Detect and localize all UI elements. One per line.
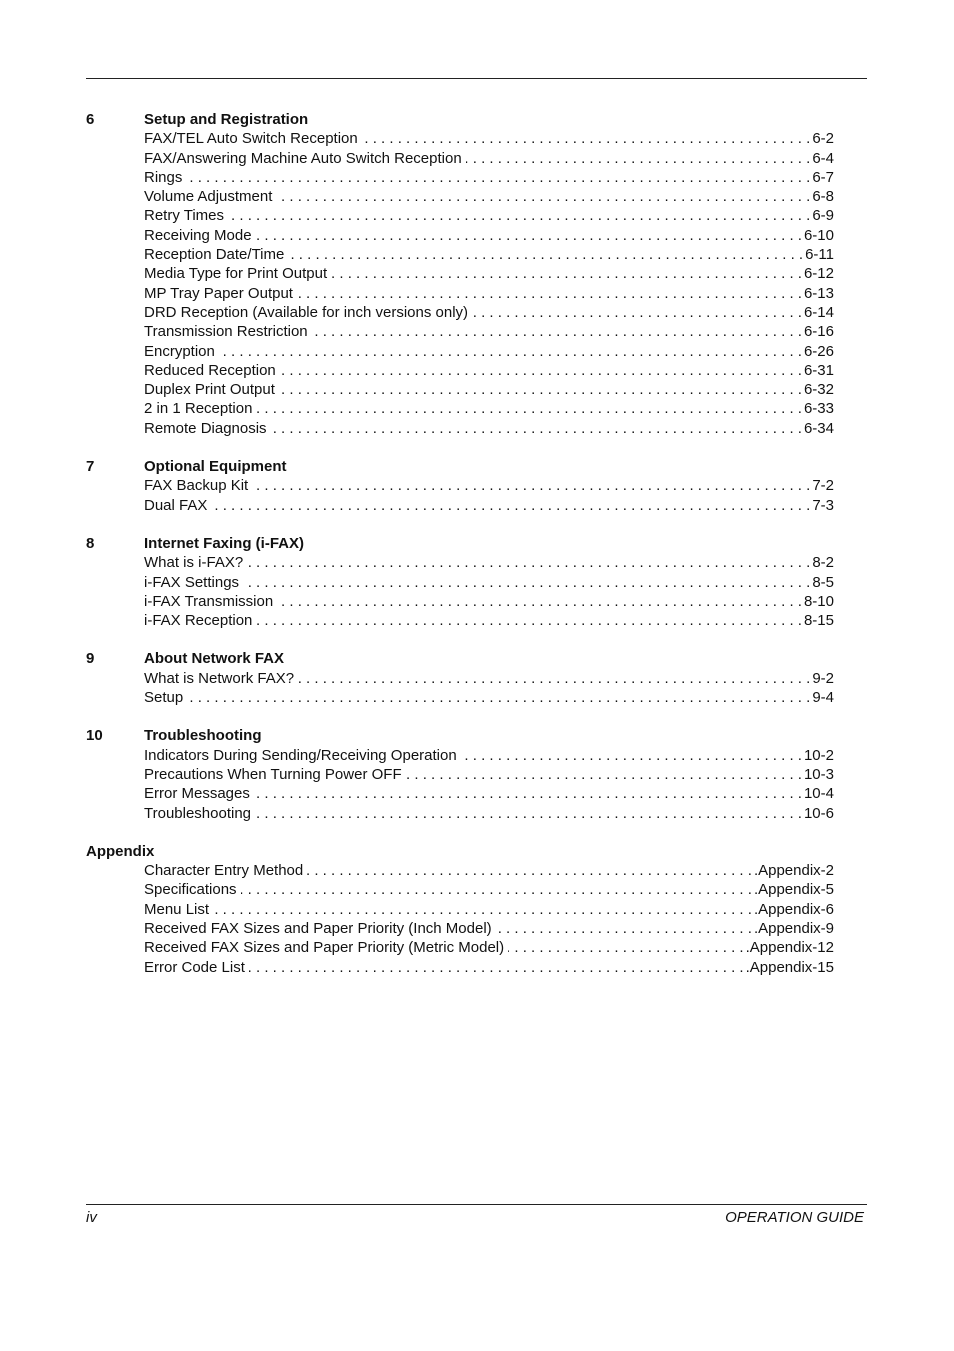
chapter-heading[interactable] xyxy=(86,842,834,861)
entry-page-number: 8-15 xyxy=(803,612,834,630)
entry-page-number: 6-8 xyxy=(812,188,834,206)
entry-title: Received FAX Sizes and Paper Priority (Inch Model) xyxy=(144,919,492,937)
footer-doc-title: OPERATION GUIDE xyxy=(725,1209,864,1226)
chapter-heading[interactable] xyxy=(86,726,834,745)
dot-leader xyxy=(461,746,802,765)
toc-entry[interactable] xyxy=(144,496,834,515)
toc-entry[interactable] xyxy=(144,303,834,322)
entry-page-number: 7-2 xyxy=(812,477,834,495)
entry-page-number: 10-2 xyxy=(803,746,834,764)
toc-chapter xyxy=(86,649,834,707)
entry-page-number: 6-13 xyxy=(803,284,834,302)
toc-entry[interactable] xyxy=(144,804,834,823)
toc-entry[interactable] xyxy=(144,746,834,765)
entry-title: Media Type for Print Output xyxy=(144,265,328,283)
dot-leader xyxy=(307,861,752,880)
toc-entry[interactable] xyxy=(144,264,834,283)
toc-entry[interactable] xyxy=(144,149,834,168)
chapter-heading[interactable] xyxy=(86,110,834,129)
toc-entry[interactable] xyxy=(144,688,834,707)
entry-title: Indicators During Sending/Receiving Operation xyxy=(144,746,457,764)
dot-leader xyxy=(187,688,810,707)
footer-page-number: iv xyxy=(86,1209,97,1226)
entry-title: What is i-FAX? xyxy=(144,554,244,572)
toc-entry[interactable] xyxy=(144,399,834,418)
dot-leader xyxy=(211,496,810,515)
entry-page-number: 8-10 xyxy=(803,592,834,610)
dot-leader xyxy=(496,919,752,938)
entry-page-number: 10-3 xyxy=(803,765,834,783)
entry-page-number: .Appendix-12 xyxy=(745,939,834,957)
chapter-heading[interactable] xyxy=(86,457,834,476)
toc-entry[interactable] xyxy=(144,129,834,148)
toc-entry[interactable] xyxy=(144,342,834,361)
entry-page-number: 6-11 xyxy=(805,246,834,264)
entry-title: Reception Date/Time xyxy=(144,246,285,264)
entry-title: Setup xyxy=(144,689,184,707)
chapter-number: 7 xyxy=(86,458,95,476)
entry-title: Rings xyxy=(144,168,183,186)
entry-title: Remote Diagnosis xyxy=(144,419,267,437)
dot-leader xyxy=(472,303,802,322)
toc-entry[interactable] xyxy=(144,900,834,919)
entry-title: Retry Times xyxy=(144,207,225,225)
dot-leader xyxy=(312,322,802,341)
chapter-heading[interactable] xyxy=(86,649,834,668)
entry-title: Specifications xyxy=(144,881,237,899)
dot-leader xyxy=(271,419,802,438)
entry-title: DRD Reception (Available for inch versions only) xyxy=(144,303,469,321)
dot-leader xyxy=(298,669,810,688)
entry-title: Reduced Reception xyxy=(144,361,276,379)
dot-leader xyxy=(279,380,802,399)
chapter-heading[interactable] xyxy=(86,534,834,553)
entry-page-number: 6-32 xyxy=(803,381,834,399)
entry-page-number: 6-7 xyxy=(812,168,834,186)
dot-leader xyxy=(256,611,802,630)
chapter-number: 10 xyxy=(86,727,103,745)
toc-entry[interactable] xyxy=(144,206,834,225)
dot-leader xyxy=(256,399,802,418)
entry-page-number: 6-14 xyxy=(803,303,834,321)
toc-entry[interactable] xyxy=(144,592,834,611)
dot-leader xyxy=(254,784,802,803)
entry-title: Troubleshooting xyxy=(144,804,252,822)
entry-page-number: .Appendix-15 xyxy=(745,958,834,976)
entry-page-number: 10-4 xyxy=(803,785,834,803)
entry-page-number: 9-4 xyxy=(812,689,834,707)
dot-leader xyxy=(466,149,811,168)
toc-entry[interactable] xyxy=(144,419,834,438)
dot-leader xyxy=(256,226,802,245)
entry-page-number: 10-6 xyxy=(803,804,834,822)
toc-entry[interactable] xyxy=(144,322,834,341)
entry-page-number: 6-10 xyxy=(803,226,834,244)
toc-entry[interactable] xyxy=(144,573,834,592)
dot-leader xyxy=(219,342,802,361)
entry-page-number: 6-33 xyxy=(803,400,834,418)
toc-entry[interactable] xyxy=(144,284,834,303)
dot-leader xyxy=(297,284,802,303)
entry-page-number: 6-34 xyxy=(803,419,834,437)
toc-entry[interactable] xyxy=(144,669,834,688)
entry-title: Encryption xyxy=(144,342,215,360)
entry-title: Character Entry Method xyxy=(144,862,304,880)
entry-page-number: 8-2 xyxy=(812,554,834,572)
entry-title: 2 in 1 Reception xyxy=(144,400,253,418)
chapter-number: 6 xyxy=(86,111,95,128)
entry-page-number: 6-26 xyxy=(803,342,834,360)
dot-leader xyxy=(252,476,810,495)
entry-title: i-FAX Reception xyxy=(144,612,253,630)
toc-entry[interactable] xyxy=(144,380,834,399)
entry-title: Duplex Print Output xyxy=(144,381,275,399)
entry-title: Received FAX Sizes and Paper Priority (Metric Model) xyxy=(144,939,505,957)
entry-title: MP Tray Paper Output xyxy=(144,284,293,302)
chapter-title: Appendix xyxy=(86,842,155,860)
dot-leader xyxy=(255,804,802,823)
entry-title: What is Network FAX? xyxy=(144,669,295,687)
chapter-title: Internet Faxing (i-FAX) xyxy=(144,534,305,552)
dot-leader xyxy=(249,958,744,977)
entry-page-number: .Appendix-2 xyxy=(753,862,834,880)
toc-entry[interactable] xyxy=(144,958,834,977)
entry-title: Menu List xyxy=(144,900,210,918)
dot-leader xyxy=(243,573,810,592)
entry-page-number: .Appendix-6 xyxy=(753,900,834,918)
table-of-contents xyxy=(86,110,834,996)
toc-chapter xyxy=(86,842,834,977)
chapter-title: About Network FAX xyxy=(144,650,285,668)
entry-title: Dual FAX xyxy=(144,496,208,514)
dot-leader xyxy=(241,880,752,899)
dot-leader xyxy=(508,938,743,957)
entry-page-number: 7-3 xyxy=(812,496,834,514)
entry-title: FAX/TEL Auto Switch Reception xyxy=(144,130,358,148)
toc-entry[interactable] xyxy=(144,226,834,245)
chapter-number: 8 xyxy=(86,534,95,552)
dot-leader xyxy=(280,361,802,380)
entry-title: Volume Adjustment xyxy=(144,188,273,206)
toc-chapter xyxy=(86,110,834,438)
entry-title: Receiving Mode xyxy=(144,226,252,244)
toc-entry[interactable] xyxy=(144,919,834,938)
entry-page-number: 8-5 xyxy=(812,573,834,591)
entry-title: Precautions When Turning Power OFF xyxy=(144,765,402,783)
entry-title: Transmission Restriction xyxy=(144,323,308,341)
entry-page-number: .Appendix-5 xyxy=(753,881,834,899)
entry-page-number: 6-12 xyxy=(803,265,834,283)
dot-leader xyxy=(213,900,752,919)
entry-title: i-FAX Transmission xyxy=(144,592,274,610)
entry-page-number: 6-31 xyxy=(803,361,834,379)
chapter-title: Troubleshooting xyxy=(144,727,262,745)
toc-entry[interactable] xyxy=(144,880,834,899)
toc-entry[interactable] xyxy=(144,245,834,264)
dot-leader xyxy=(288,245,803,264)
toc-chapter xyxy=(86,457,834,515)
entry-title: FAX/Answering Machine Auto Switch Reception xyxy=(144,149,462,167)
entry-title: FAX Backup Kit xyxy=(144,477,249,495)
toc-entry[interactable] xyxy=(144,765,834,784)
toc-entry[interactable] xyxy=(144,938,834,957)
chapter-title: Optional Equipment xyxy=(144,458,287,476)
entry-title: i-FAX Settings xyxy=(144,573,240,591)
toc-chapter xyxy=(86,534,834,630)
toc-chapter xyxy=(86,726,834,822)
entry-page-number: 6-9 xyxy=(812,207,834,225)
entry-page-number: 9-2 xyxy=(812,669,834,687)
entry-title: Error Messages xyxy=(144,785,250,803)
toc-entry[interactable] xyxy=(144,361,834,380)
dot-leader xyxy=(362,129,811,148)
chapter-number: 9 xyxy=(86,650,95,668)
dot-leader xyxy=(276,187,810,206)
chapter-title: Setup and Registration xyxy=(144,111,309,128)
footer-rule xyxy=(86,1204,867,1205)
entry-page-number: 6-2 xyxy=(812,130,834,148)
entry-title: Error Code List xyxy=(144,958,245,976)
toc-entry[interactable] xyxy=(144,861,834,880)
toc-entry[interactable] xyxy=(144,553,834,572)
dot-leader xyxy=(186,168,810,187)
entry-page-number: .Appendix-9 xyxy=(753,919,834,937)
toc-entry[interactable] xyxy=(144,168,834,187)
toc-entry[interactable] xyxy=(144,611,834,630)
dot-leader xyxy=(331,264,802,283)
toc-entry[interactable] xyxy=(144,476,834,495)
dot-leader xyxy=(277,592,802,611)
header-rule xyxy=(86,78,867,79)
dot-leader xyxy=(228,206,810,225)
entry-page-number: 6-4 xyxy=(812,149,834,167)
toc-entry[interactable] xyxy=(144,784,834,803)
dot-leader xyxy=(406,765,802,784)
toc-entry[interactable] xyxy=(144,187,834,206)
entry-page-number: 6-16 xyxy=(803,323,834,341)
dot-leader xyxy=(247,553,810,572)
